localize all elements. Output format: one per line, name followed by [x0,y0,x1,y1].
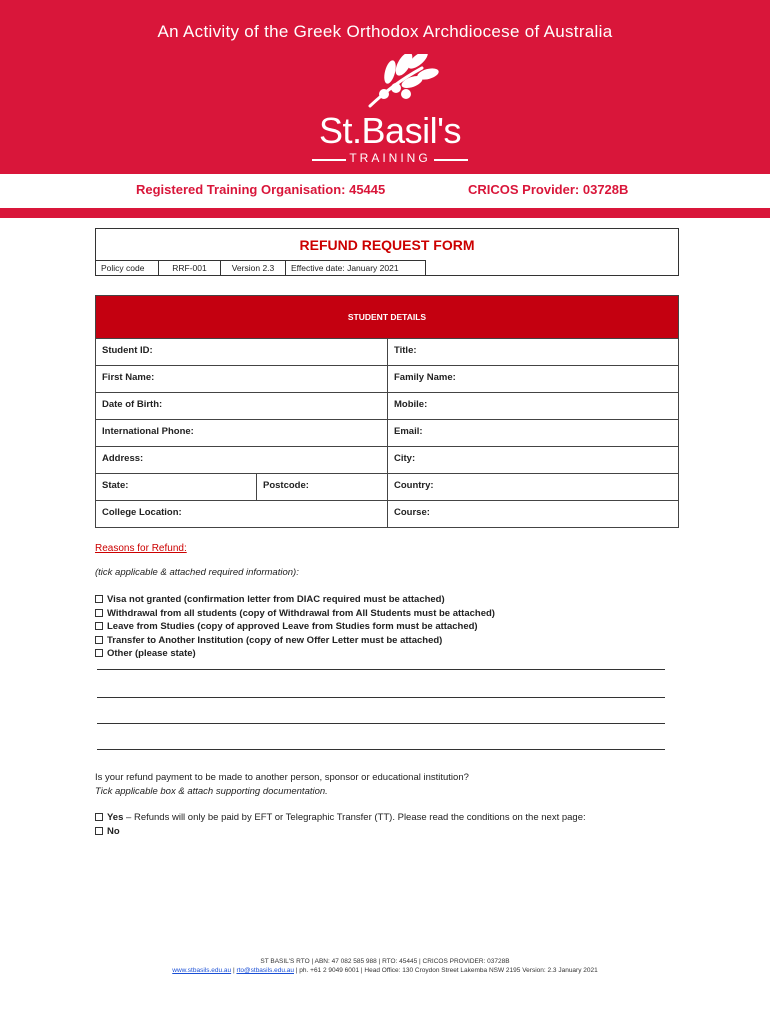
table-row [96,446,678,473]
date-of-birth-field[interactable]: Date of Birth: [96,393,388,419]
olive-branch-icon [300,54,480,114]
title-field[interactable]: Title: [394,345,417,356]
other-reason-line[interactable] [97,723,665,724]
footer-line-1: ST BASIL'S RTO | ABN: 47 082 585 988 | RTO: 45445 | CRICOS PROVIDER: 03728B [260,958,510,965]
reason-label: Withdrawal from all students (copy of Withdrawal from All Students must be attached) [107,607,495,619]
footer-line-2 [0,967,770,974]
no-label: No [107,826,120,837]
table-row [96,365,678,392]
city-field[interactable]: City: [394,453,416,464]
footer-contact: | ph. +61 2 9049 6001 | Head Office: 130 Croydon Street Lakemba NSW 2195 Version: 2.3 January 2021 [295,967,598,974]
email-field[interactable]: Email: [394,426,423,437]
policy-effective-date: Effective date: January 2021 [286,260,426,275]
email-link[interactable]: rto@stbasils.edu.au [236,967,294,974]
reason-checkbox[interactable] [95,609,103,617]
reasons-subtitle: (tick applicable & attached required information): [95,567,299,578]
logo-divider-right [434,159,468,161]
payment-question: Is your refund payment to be made to another person, sponsor or educational institution? [95,772,469,783]
logo-wordmark: St.Basil's [319,110,461,151]
table-row [96,500,678,527]
reason-list [95,593,495,661]
logo-subtitle: TRAINING [349,151,431,165]
header-bottom-bar [0,208,770,218]
policy-version: Version 2.3 [221,260,286,275]
payment-instruction: Tick applicable box & attach supporting documentation. [95,786,328,797]
cricos-number: CRICOS Provider: 03728B [468,182,629,197]
no-option [95,826,120,837]
yes-label: Yes [107,812,124,823]
rto-number: Registered Training Organisation: 45445 [136,182,386,197]
form-title-box [95,228,679,276]
yes-checkbox[interactable] [95,813,103,821]
policy-code: RRF-001 [159,260,221,275]
list-item [95,607,495,621]
policy-info-row [96,260,426,275]
postcode-field[interactable]: Postcode: [257,474,388,500]
international-phone-field[interactable]: International Phone: [96,420,388,446]
other-reason-line[interactable] [97,669,665,670]
list-item [95,634,495,648]
st-basils-logo [300,54,480,174]
header-tagline: An Activity of the Greek Orthodox Archdiocese of Australia [157,22,613,41]
reason-label: Leave from Studies (copy of approved Leave from Studies form must be attached) [107,621,478,632]
student-details-table [95,295,679,528]
reason-checkbox[interactable] [95,595,103,603]
course-field[interactable]: Course: [394,507,430,518]
reason-label: Visa not granted (confirmation letter from DIAC required must be attached) [107,594,445,605]
reasons-title: Reasons for Refund: [95,543,187,554]
form-title: REFUND REQUEST FORM [299,237,475,253]
family-name-field[interactable]: Family Name: [394,372,456,383]
reason-checkbox[interactable] [95,649,103,657]
list-item [95,620,495,634]
other-reason-line[interactable] [97,697,665,698]
yes-option [95,812,586,823]
footer-separator: | [232,967,237,974]
table-row [96,338,678,365]
first-name-field[interactable]: First Name: [96,366,388,392]
reason-label: Other (please state) [107,648,196,659]
country-field[interactable]: Country: [394,480,434,491]
reason-checkbox[interactable] [95,636,103,644]
website-link[interactable]: www.stbasils.edu.au [172,967,232,974]
table-row [96,473,678,500]
policy-code-label: Policy code [96,260,159,275]
mobile-field[interactable]: Mobile: [394,399,428,410]
list-item [95,647,495,661]
college-location-field[interactable]: College Location: [96,501,388,527]
reason-checkbox[interactable] [95,622,103,630]
reason-label: Transfer to Another Institution (copy of new Offer Letter must be attached) [107,634,443,646]
list-item [95,593,495,607]
student-id-field[interactable]: Student ID: [96,339,388,365]
address-field[interactable]: Address: [96,447,388,473]
table-row [96,392,678,419]
yes-note: – Refunds will only be paid by EFT or Telegraphic Transfer (TT). Please read the conditions on the next page: [123,812,586,823]
other-reason-line[interactable] [97,749,665,750]
no-checkbox[interactable] [95,827,103,835]
table-row [96,419,678,446]
student-details-heading: STUDENT DETAILS [96,296,678,338]
state-field[interactable]: State: [96,474,257,500]
